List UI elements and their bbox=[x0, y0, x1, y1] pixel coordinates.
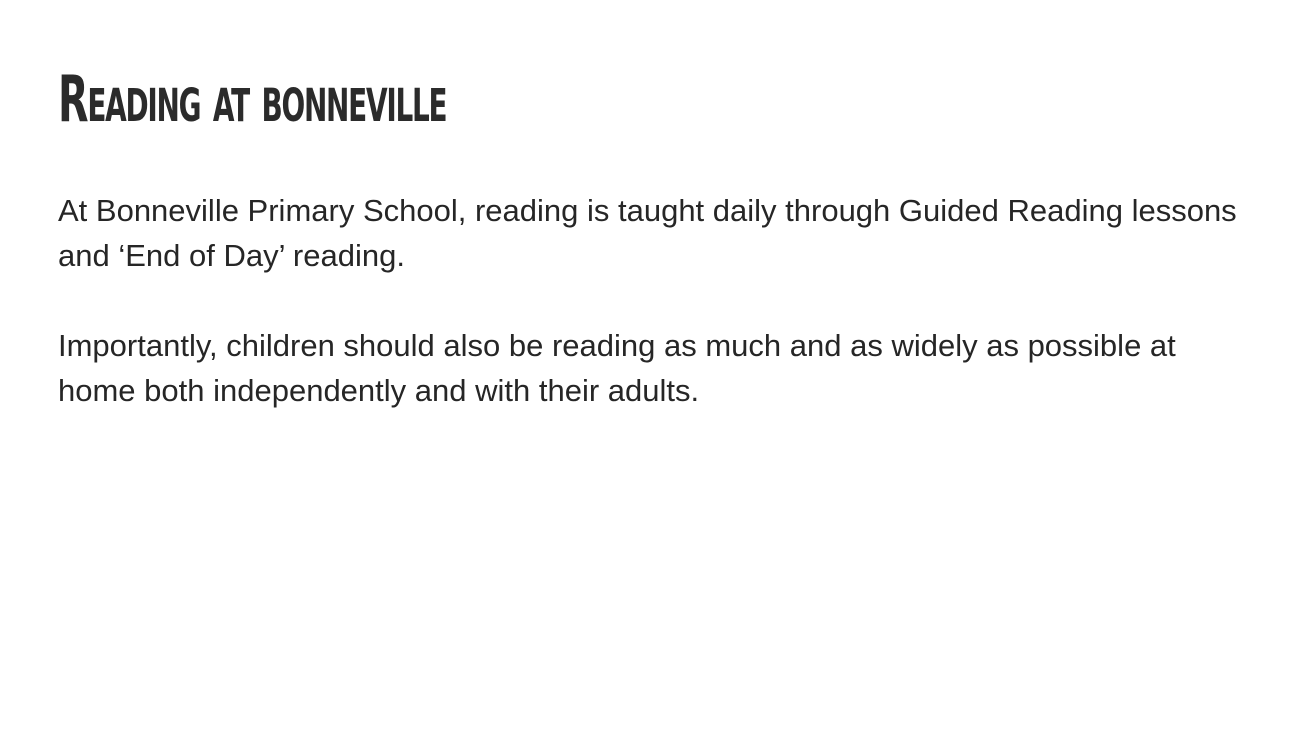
slide-title: Reading at bonneville bbox=[58, 63, 447, 137]
slide-body bbox=[58, 188, 1238, 458]
body-paragraph-1: At Bonneville Primary School, reading is taught daily through Guided Reading lessons and ‘End of Day’ reading. bbox=[58, 193, 1237, 273]
body-paragraph-2: Importantly, children should also be reading as much and as widely as possible at home both independently and with their adults. bbox=[58, 328, 1176, 408]
